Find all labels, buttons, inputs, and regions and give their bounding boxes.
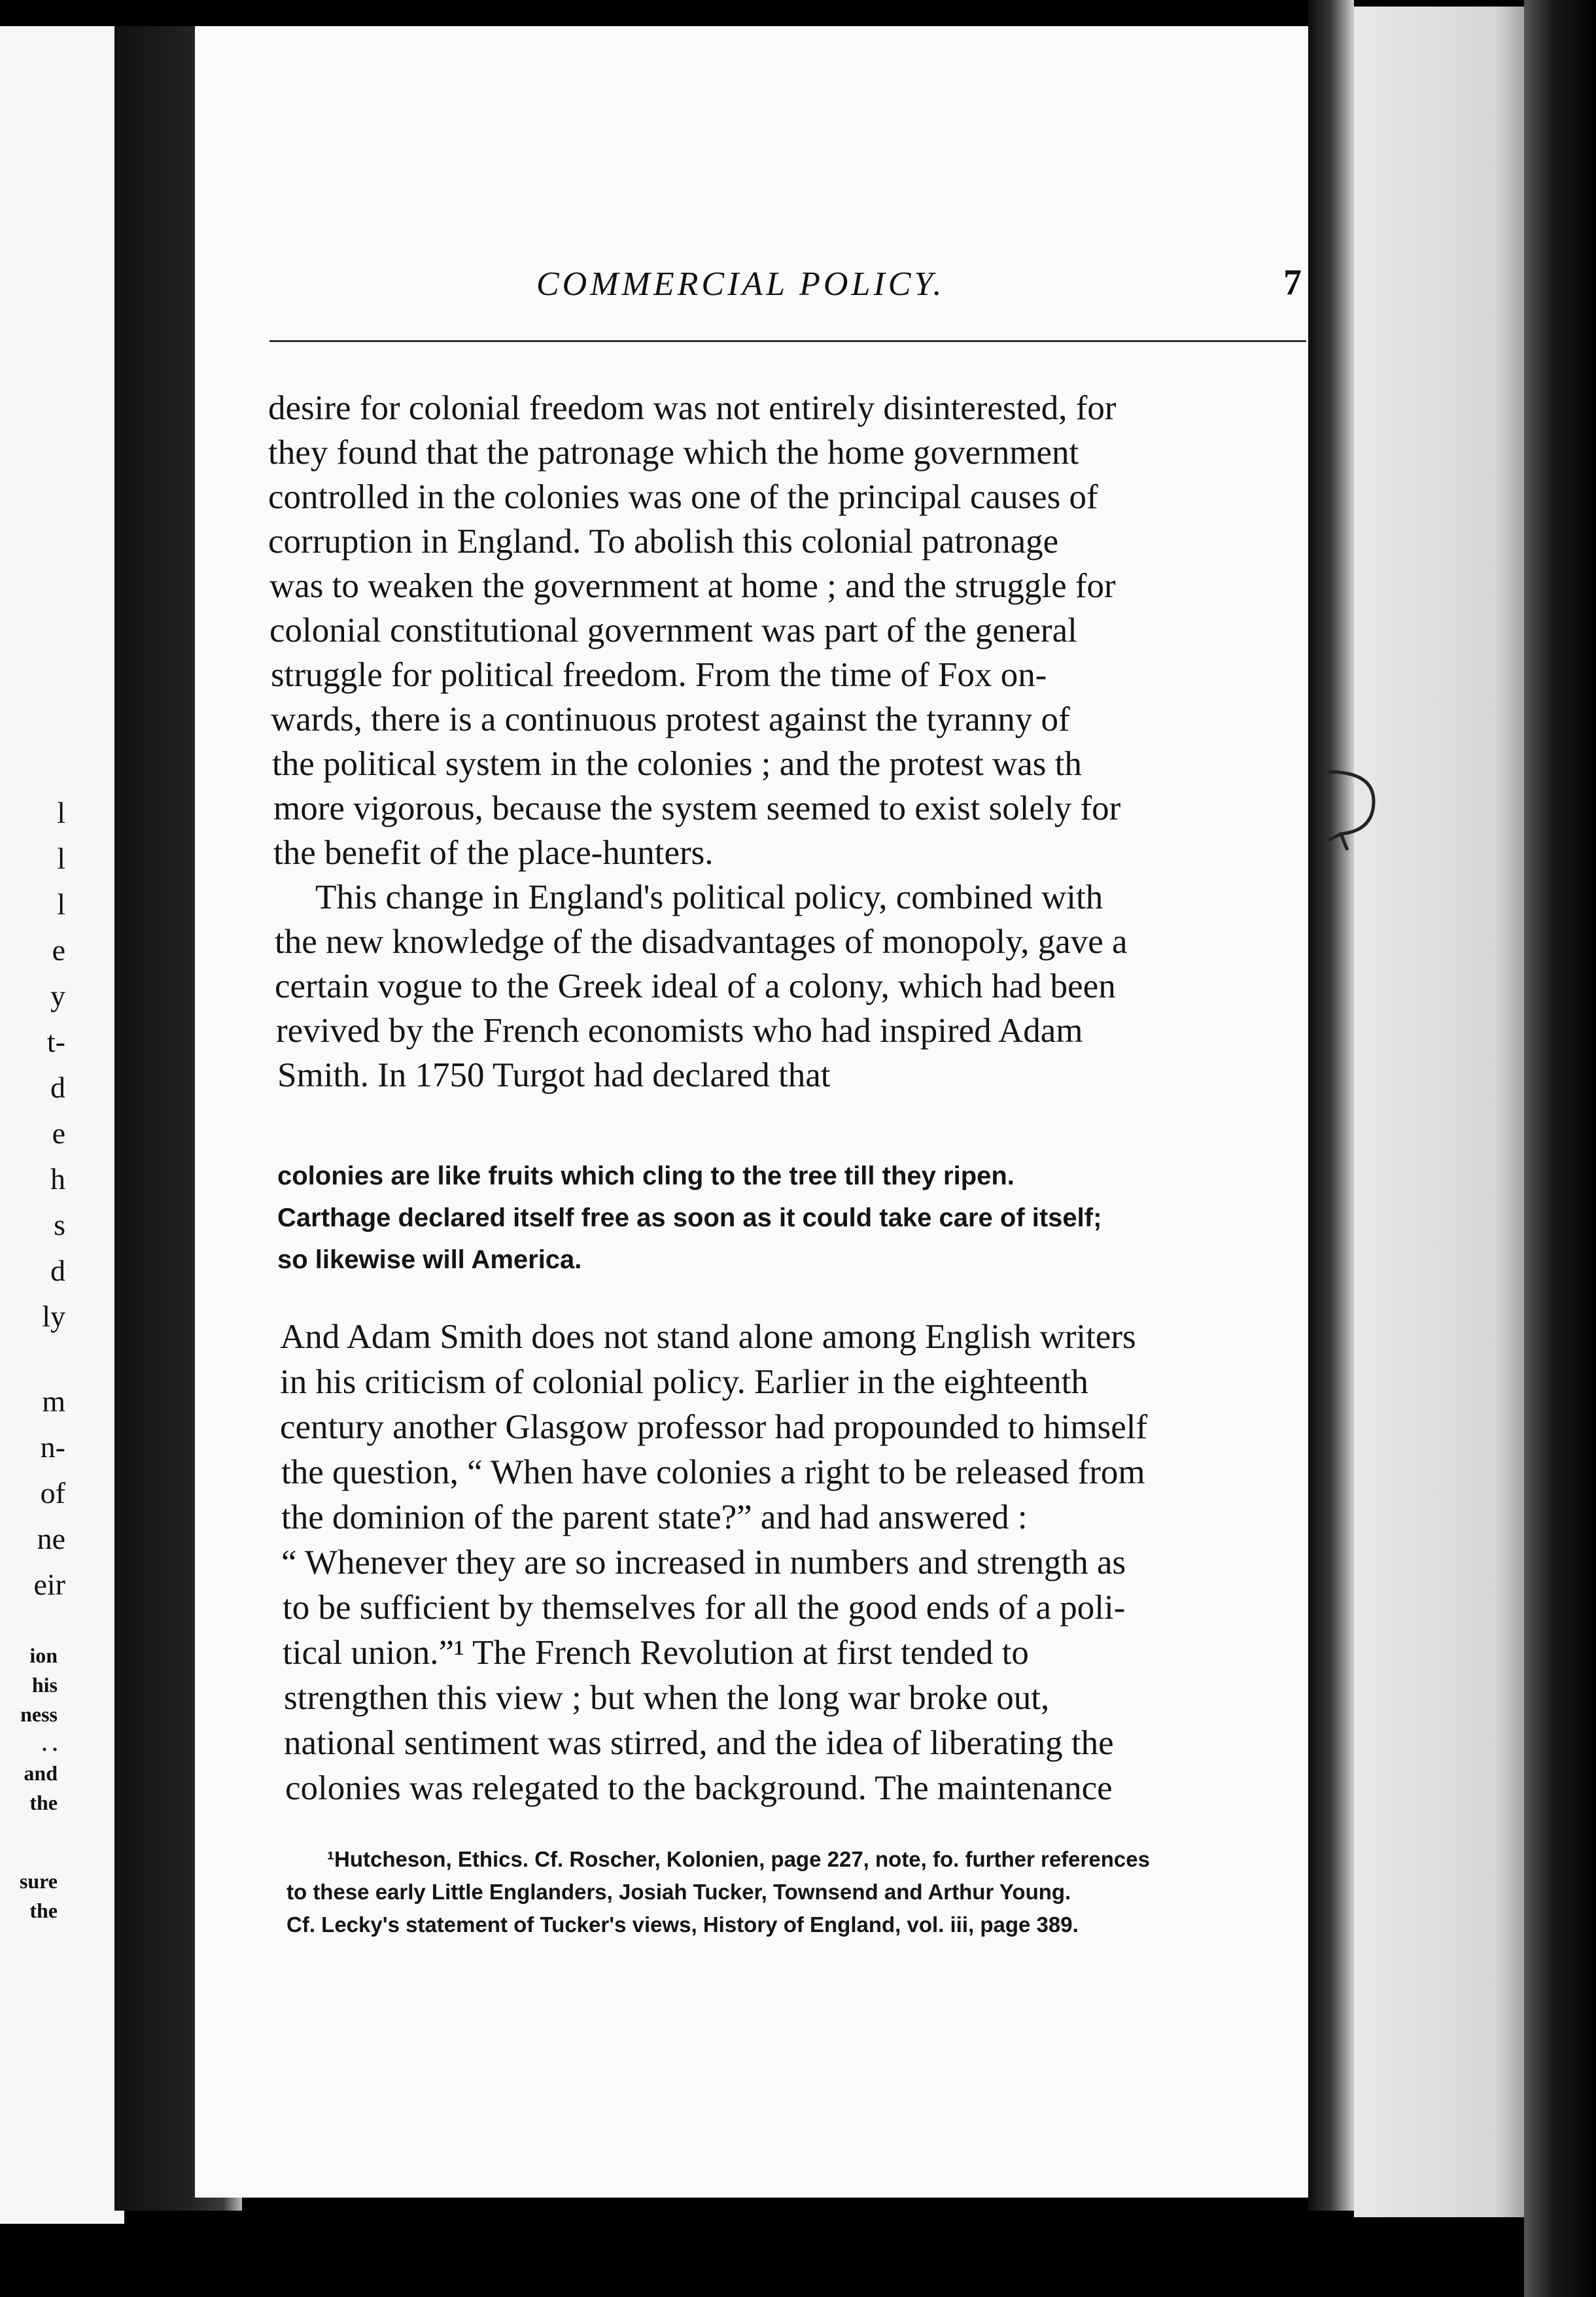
prev-page-footnote-fragment: and <box>24 1761 58 1785</box>
body-line: Smith. In 1750 Turgot had declared that <box>277 1056 831 1094</box>
footnote-line: to these early Little Englanders, Josiah Tucker, Townsend and Arthur Young. <box>286 1880 1071 1904</box>
prev-page-fragment: l <box>57 796 65 829</box>
body-line: they found that the patronage which the home government <box>268 434 1079 472</box>
body-line: And Adam Smith does not stand alone among English writers <box>280 1318 1136 1356</box>
previous-page-edge <box>0 26 124 2224</box>
prev-page-footnote-fragment: ion <box>29 1644 58 1667</box>
page-sheet <box>195 26 1336 2198</box>
page-edge-shadow <box>1308 0 1354 2211</box>
prev-page-footnote-fragment: sure <box>19 1869 58 1893</box>
margin-mark-icon <box>1315 759 1380 850</box>
prev-page-fragment: h <box>50 1162 65 1196</box>
book-cover-edge <box>1524 0 1596 2297</box>
prev-page-fragment: e <box>52 1116 65 1150</box>
prev-page-fragment: d <box>50 1071 65 1104</box>
body-line: corruption in England. To abolish this colonial patronage <box>268 523 1059 561</box>
body-line: This change in England's political policy, combined with <box>315 878 1103 916</box>
body-line: struggle for political freedom. From the time of Fox on- <box>271 656 1047 694</box>
prev-page-footnote-fragment: . . <box>42 1732 58 1755</box>
body-line: the political system in the colonies ; and the protest was th <box>272 745 1082 783</box>
body-line: national sentiment was stirred, and the idea of liberating the <box>284 1724 1114 1762</box>
prev-page-footnote-fragment: the <box>29 1791 58 1814</box>
footnote-line: Cf. Lecky's statement of Tucker's views, History of England, vol. iii, page 389. <box>286 1912 1079 1937</box>
body-line: was to weaken the government at home ; and the struggle for <box>269 567 1116 605</box>
body-line: colonies was relegated to the background. The maintenance <box>285 1769 1113 1807</box>
running-head: COMMERCIAL POLICY. <box>536 266 945 303</box>
body-line: tical union.”¹ The French Revolution at first tended to <box>283 1634 1029 1672</box>
prev-page-fragment: of <box>40 1476 65 1510</box>
prev-page-fragment: l <box>57 842 65 875</box>
prev-page-fragment: ne <box>37 1522 65 1555</box>
prev-page-fragment: y <box>50 979 65 1012</box>
prev-page-footnote-fragment: ness <box>20 1702 58 1726</box>
page-number: 7 <box>1283 262 1302 303</box>
body-line: “ Whenever they are so increased in numbers and strength as <box>281 1544 1126 1581</box>
body-line: the new knowledge of the disadvantages of monopoly, gave a <box>275 923 1128 961</box>
body-line: the benefit of the place-hunters. <box>273 834 714 872</box>
prev-page-fragment: d <box>50 1254 65 1287</box>
prev-page-fragment: eir <box>33 1568 65 1601</box>
prev-page-fragment: ly <box>42 1300 65 1333</box>
prev-page-fragment: l <box>57 888 65 921</box>
prev-page-fragment: m <box>42 1385 65 1418</box>
body-line: revived by the French economists who had inspired Adam <box>276 1012 1083 1050</box>
body-line: the dominion of the parent state?” and had answered : <box>281 1498 1028 1536</box>
page-block-edge <box>1354 7 1531 2217</box>
body-line: certain vogue to the Greek ideal of a colony, which had been <box>275 967 1116 1005</box>
prev-page-fragment: n- <box>40 1430 65 1464</box>
prev-page-fragment: s <box>54 1208 65 1241</box>
body-line: desire for colonial freedom was not entirely disinterested, for <box>268 389 1117 427</box>
body-line: strengthen this view ; but when the long war broke out, <box>284 1679 1050 1717</box>
prev-page-fragment: e <box>52 933 65 967</box>
body-line: controlled in the colonies was one of the principal causes of <box>268 478 1098 516</box>
quote-line: colonies are like fruits which cling to the tree till they ripen. <box>277 1162 1015 1190</box>
body-line: in his criticism of colonial policy. Earlier in the eighteenth <box>280 1363 1088 1401</box>
header-rule <box>269 340 1306 342</box>
prev-page-fragment: t- <box>46 1025 65 1058</box>
body-line: wards, there is a continuous protest against the tyranny of <box>271 700 1070 738</box>
body-line: to be sufficient by themselves for all the good ends of a poli- <box>283 1589 1126 1627</box>
quote-line: so likewise will America. <box>277 1245 582 1274</box>
body-line: century another Glasgow professor had propounded to himself <box>280 1408 1148 1446</box>
prev-page-footnote-fragment: his <box>31 1673 58 1697</box>
body-line: colonial constitutional government was part of the general <box>269 612 1077 649</box>
body-line: more vigorous, because the system seemed to exist solely for <box>273 789 1121 827</box>
footnote-line: ¹Hutcheson, Ethics. Cf. Roscher, Kolonien, page 227, note, fo. further references <box>327 1847 1150 1871</box>
body-line: the question, “ When have colonies a right to be released from <box>281 1453 1145 1491</box>
quote-line: Carthage declared itself free as soon as it could take care of itself; <box>277 1203 1102 1232</box>
prev-page-footnote-fragment: the <box>29 1899 58 1922</box>
